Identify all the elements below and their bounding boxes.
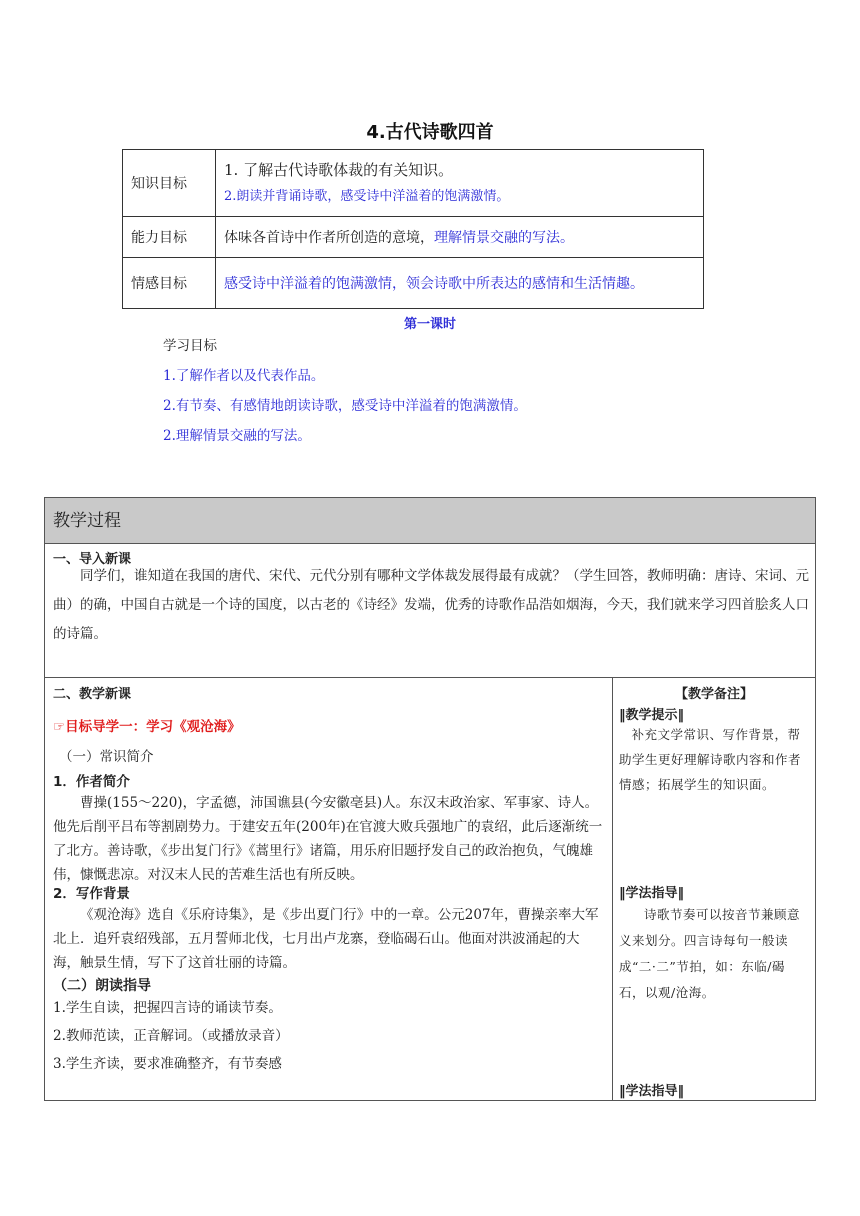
method-guide-text: 诗歌节奏可以按音节兼顾意义来划分。四言诗每句一般读成“二·二”节拍，如：东临/碣石，以观/沧海。 <box>619 907 801 1000</box>
new-lesson-section <box>45 678 613 1100</box>
objective-item: 2.理解情景交融的写法。 <box>163 428 311 444</box>
learning-objectives <box>163 336 527 456</box>
new-lesson-heading: 二、教学新课 <box>53 687 132 702</box>
background-heading: 2．写作背景 <box>53 886 130 902</box>
page-title: 4.古代诗歌四首 <box>366 122 494 143</box>
objective-item: 2.有节奏、有感情地朗读诗歌，感受诗中洋溢着的饱满激情。 <box>163 398 527 414</box>
goal-row-emotion <box>123 258 704 309</box>
goal-value <box>216 150 704 217</box>
method-guide-heading: ‖学法指导‖ <box>619 886 685 901</box>
teaching-notes <box>613 678 815 1100</box>
author-paragraph: 曹操(155～220)，字孟德，沛国谯县(今安徽亳县)人。东汉末政治家、军事家、诗人。他先后削平吕布等割剧势力。于建安五年(200年)在官渡大败兵强地广的袁绍，此后逐渐统一了北方。善诗歌，《步出复门行》《蒿里行》诸篇，用乐府旧题抒发自己的政治抱负，气魄雄伟，慷慨悲凉。对汉末人民的苦难生活也有所反映。 <box>53 795 603 883</box>
goal-row-knowledge <box>123 150 704 217</box>
goal-key: 情感目标 <box>123 258 216 309</box>
teaching-tip-heading: ‖教学提示‖ <box>619 708 685 723</box>
goal-line-2: 2.朗读并背诵诗歌，感受诗中洋溢着的饱满激情。 <box>224 189 510 204</box>
author-heading: 1．作者简介 <box>53 774 130 790</box>
sub-heading-common: （一）常识简介 <box>59 749 154 765</box>
goals-table <box>122 149 704 309</box>
goal-value <box>216 217 704 258</box>
goal-key: 知识目标 <box>123 150 216 217</box>
goal-blue: 理解情景交融的写法。 <box>434 230 574 246</box>
intro-heading: 一、导入新课 <box>53 552 132 567</box>
intro-paragraph: 同学们，谁知道在我国的唐代、宋代、元代分别有哪种文学体裁发展得最有成就？（学生回答，教师明确：唐诗、宋词、元曲）的确，中国自古就是一个诗的国度，以古老的《诗经》发端，优秀的诗歌作品浩如烟海，今天，我们就来学习四首脍炙人口的诗篇。 <box>53 568 809 642</box>
intro-section <box>45 544 815 678</box>
goal-value: 感受诗中洋溢着的饱满激情，领会诗歌中所表达的感情和生活情趣。 <box>216 258 704 309</box>
goal-plain: 体味各首诗中作者所创造的意境， <box>224 230 434 246</box>
reading-guide-heading: （二）朗读指导 <box>53 978 151 994</box>
goal-guide-one: ☞目标导学一：学习《观沧海》 <box>53 719 241 735</box>
process-heading: 教学过程 <box>45 498 815 544</box>
method-guide-heading-2: ‖学法指导‖ <box>619 1084 685 1099</box>
goal-key: 能力目标 <box>123 217 216 258</box>
teaching-process-box <box>44 497 816 1101</box>
objective-item: 1.了解作者以及代表作品。 <box>163 368 325 384</box>
reading-step: 3.学生齐读，要求准确整齐，有节奏感 <box>53 1056 282 1072</box>
notes-heading: 【教学备注】 <box>674 687 753 702</box>
lesson-label: 第一课时 <box>403 317 456 332</box>
reading-step: 2.教师范读，正音解词。（或播放录音） <box>53 1028 289 1044</box>
reading-step: 1.学生自读，把握四言诗的诵读节奏。 <box>53 1000 282 1016</box>
goal-line-1: 1. 了解古代诗歌体裁的有关知识。 <box>224 161 454 179</box>
teaching-tip-text: 补充文学常识、写作背景，帮助学生更好理解诗歌内容和作者情感；拓展学生的知识面。 <box>619 727 802 792</box>
background-paragraph: 《观沧海》选自《乐府诗集》，是《步出夏门行》中的一章。公元207年，曹操亲率大军北上．追歼袁绍残部，五月誓师北伐，七月出卢龙寨，登临碣石山。他面对洪波涌起的大海，触景生情，写下了这首壮丽的诗篇。 <box>53 907 599 971</box>
goal-row-ability <box>123 217 704 258</box>
objectives-heading: 学习目标 <box>163 338 217 354</box>
